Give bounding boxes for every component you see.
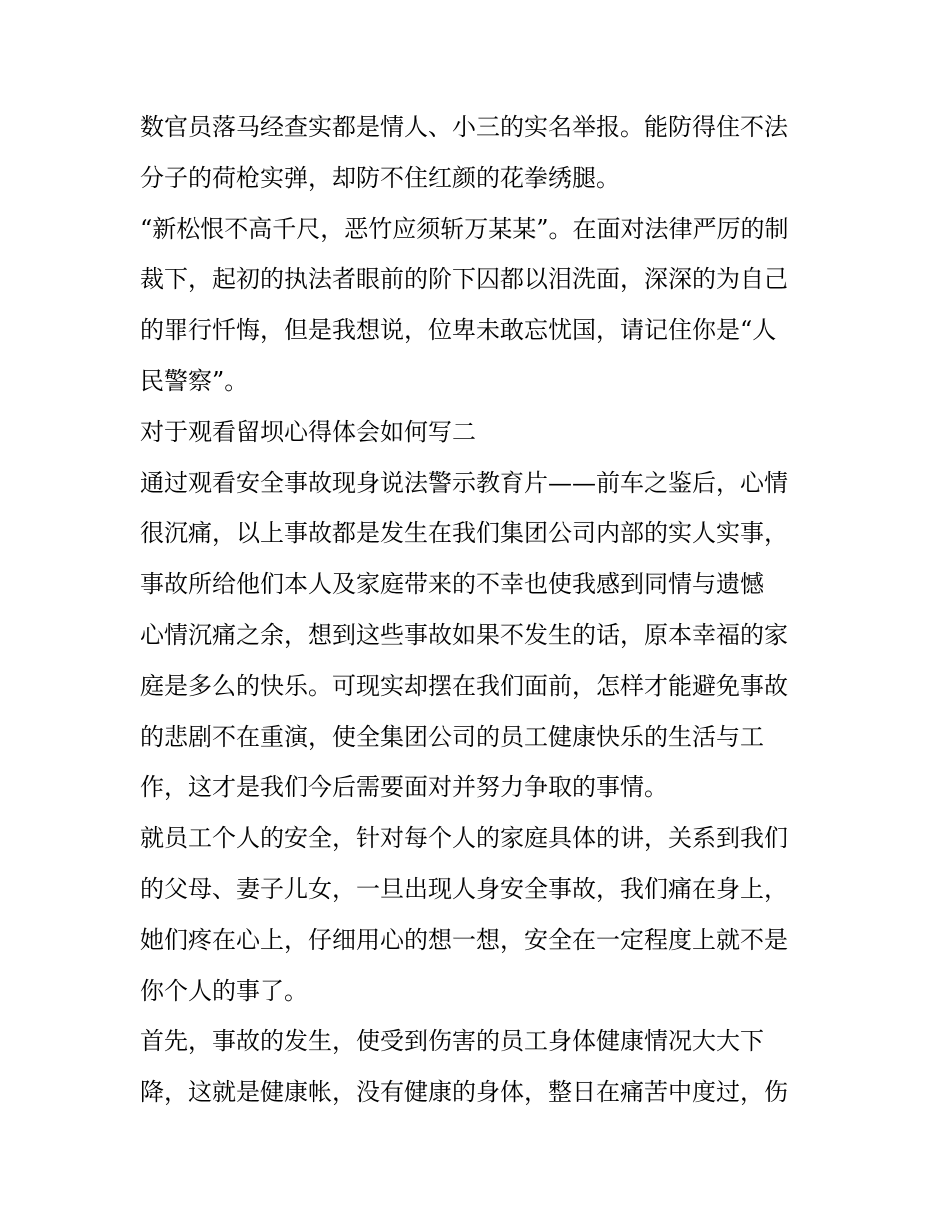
text-line: 民警察”。 (140, 366, 249, 395)
text-line: 裁下，起初的执法者眼前的阶下囚都以泪洗面，深深的为自己 (140, 265, 788, 294)
text-line: 分子的荷枪实弹，却防不住红颜的花拳绣腿。 (140, 163, 620, 192)
text-line: “新松恨不高千尺，恶竹应须斩万某某”。在面对法律严厉的制 (140, 214, 789, 243)
text-line: 降，这就是健康帐，没有健康的身体，整日在痛苦中度过，伤 (140, 1078, 788, 1107)
text-line: 的罪行忏悔，但是我想说，位卑未敢忘忧国，请记住你是“人 (140, 316, 777, 345)
text-line: 通过观看安全事故现身说法警示教育片——前车之鉴后，心情 (140, 468, 788, 497)
text-line: 的父母、妻子儿女，一旦出现人身安全事故，我们痛在身上， (140, 874, 788, 903)
text-line: 首先，事故的发生，使受到伤害的员工身体健康情况大大下 (140, 1027, 764, 1056)
section-heading: 对于观看留坝心得体会如何写二 (140, 417, 476, 446)
text-line: 就员工个人的安全，针对每个人的家庭具体的讲，关系到我们 (140, 824, 788, 853)
text-line: 她们疼在心上，仔细用心的想一想，安全在一定程度上就不是 (140, 925, 788, 954)
text-line: 的悲剧不在重演，使全集团公司的员工健康快乐的生活与工 (140, 722, 764, 751)
text-line: 作，这才是我们今后需要面对并努力争取的事情。 (140, 773, 668, 802)
text-line: 很沉痛，以上事故都是发生在我们集团公司内部的实人实事， (140, 519, 788, 548)
text-line: 事故所给他们本人及家庭带来的不幸也使我感到同情与遗憾 (140, 570, 764, 599)
text-line: 你个人的事了。 (140, 976, 308, 1005)
text-line: 数官员落马经查实都是情人、小三的实名举报。能防得住不法 (140, 113, 788, 141)
document-body (140, 102, 820, 1118)
text-line: 心情沉痛之余，想到这些事故如果不发生的话，原本幸福的家 (140, 620, 788, 649)
text-line: 庭是多么的快乐。可现实却摆在我们面前，怎样才能避免事故 (140, 671, 788, 700)
